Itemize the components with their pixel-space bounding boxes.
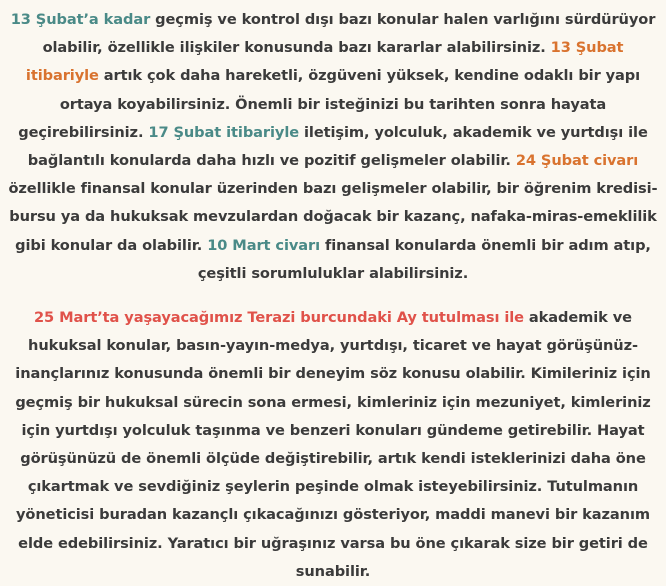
body-text: artık çok daha hareketli, özgüveni yüksek, kendine odaklı bir yapı ortaya koyabilirsiniz. Önemli bir isteğinizi bu tarihten sonra hayata geçirebilirsiniz. <box>18 67 641 141</box>
date-highlight-from-feb-13: 13 Şubat itibariyle <box>25 39 624 85</box>
date-highlight-around-feb-24: 24 Şubat civarı <box>515 152 639 170</box>
date-highlight-until-feb-13: 13 Şubat’a kadar <box>10 11 151 28</box>
date-highlight-around-mar-10: 10 Mart civarı <box>207 236 321 254</box>
date-highlight-from-feb-17: 17 Şubat itibariyle <box>148 123 300 141</box>
body-text: finansal konularda önemli bir adım atıp, çeşitli sorumluluklar alabilirsiniz. <box>197 236 651 282</box>
paragraph-february-march <box>8 6 658 288</box>
paragraph-lunar-eclipse <box>8 304 658 586</box>
eclipse-highlight: 25 Mart’ta yaşayacağımız Terazi burcundaki Ay tutulması ile <box>34 309 524 327</box>
body-text: geçmiş ve kontrol dışı bazı konular halen varlığını sürdürüyor olabilir, özellikle ilişkiler konusunda bazı kararlar alabilirsiniz. <box>42 11 656 57</box>
body-text: özellikle finansal konular üzerinden bazı gelişmeler olabilir, bir öğrenim kredisi-bursu ya da hukuksak mevzulardan doğacak bir kazanç, nafaka-miras-emeklilik gibi konular da olabilir. <box>8 180 658 254</box>
body-text: akademik ve hukuksal konular, basın-yayın-medya, yurtdışı, ticaret ve hayat görüşünüz-inançlarınız konusunda önemli bir deneyim söz konusu olabilir. Kimileriniz için geçmiş bir hukuksal sürecin sona ermesi, kimleriniz için mezuniyet, kimleriniz için yurtdışı yolculuk taşınma ve benzeri konuları gündeme getirebilir. Hayat görüşünüzü de önemli ölçüde değiştirebilir, artık kendi isteklerinizi daha öne çıkartmak ve sevdiğiniz şeylerin peşinde olmak isteyebilirsiniz. Tutulmanın yöneticisi buradan kazançlı çıkacağınızı gösteriyor, maddi manevi bir kazanım elde edebilirsiniz. Yaratıcı bir uğraşınız varsa bu öne çıkarak size bir getiri de sunabilir. <box>15 309 651 580</box>
body-text: iletişim, yolculuk, akademik ve yurtdışı ile bağlantılı konularda daha hızlı ve pozitif gelişmeler olabilir. <box>27 123 648 170</box>
